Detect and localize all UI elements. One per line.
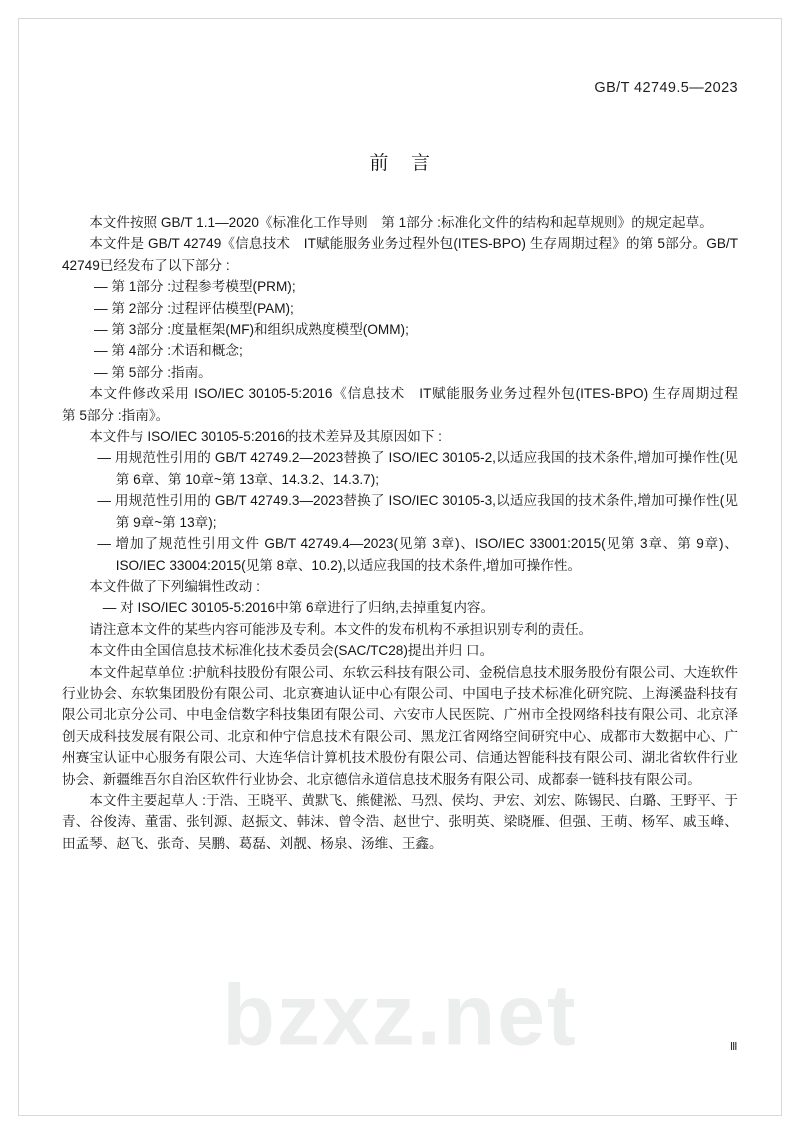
paragraph-patent-notice: 请注意本文件的某些内容可能涉及专利。本文件的发布机构不承担识别专利的责任。 bbox=[89, 621, 593, 637]
paragraph-drafting-organizations: 本文件起草单位 :护航科技股份有限公司、东软云科技有限公司、金税信息技术服务股份有限公司、大连软件行业协会、东软集团股份有限公司、北京赛迪认证中心有限公司、中国电子技术标准化研究院、上海溪盎科技有限公司北京分公司、中电金信数字科技集团有限公司、六安市人民医院、广州市全投网络科技有限公司、北京泽创天成科技发展有限公司、北京和仲宁信息技术有限公司、黑龙江省网络空间研究中心、成都市大数据中心、广州赛宝认证中心服务有限公司、大连华信计算机技术股份有限公司、信通达智能科技有限公司、湖北省软件行业协会、新疆维吾尔自治区软件行业协会、北京德信永道信息技术服务有限公司、成都泰一链科技有限公司。 bbox=[62, 664, 738, 787]
list-item-part: — 第 3部分 :度量框架(MF)和组织成熟度模型(OMM); bbox=[93, 322, 409, 338]
paragraph-principal-drafters: 本文件主要起草人 :于浩、王晓平、黄默飞、熊健淞、马烈、侯均、尹宏、刘宏、陈锡民、白璐、王野平、于青、谷俊涛、董雷、张钊源、赵振文、韩沫、曾令浩、赵世宁、张明英、梁晓雁、但强、王萌、杨军、戚玉峰、田孟琴、赵飞、张奇、吴鹏、葛磊、刘靓、杨泉、汤维、王鑫。 bbox=[62, 792, 738, 851]
list-item-part: — 第 2部分 :过程评估模型(PAM); bbox=[93, 300, 294, 316]
list-editorial-changes bbox=[103, 597, 738, 618]
page-number: Ⅲ bbox=[729, 1041, 738, 1053]
paragraph-series-introduction: 本文件是 GB/T 42749《信息技术 IT赋能服务业务过程外包(ITES-BPO) 生存周期过程》的第 5部分。GB/T 42749已经发布了以下部分 : bbox=[62, 236, 738, 273]
site-watermark: bzxz.net bbox=[222, 967, 578, 1064]
list-item-part: — 第 4部分 :术语和概念; bbox=[93, 343, 243, 359]
list-standard-parts bbox=[94, 276, 738, 383]
document-body bbox=[62, 212, 752, 854]
paragraph-technical-committee: 本文件由全国信息技术标准化技术委员会(SAC/TC28)提出并归 口。 bbox=[89, 643, 494, 659]
paragraph-iso-adoption: 本文件修改采用 ISO/IEC 30105-5:2016《信息技术 IT赋能服务业务过程外包(ITES-BPO) 生存周期过程 第 5部分 :指南》。 bbox=[62, 386, 752, 423]
page-title-char-1: 前 bbox=[369, 153, 389, 174]
list-item-technical-difference: — 用规范性引用的 GB/T 42749.2—2023替换了 ISO/IEC 30105-2,以适应我国的技术条件,增加可操作性(见第 6章、第 10章~第 13章、14.3.2、14.3.7); bbox=[97, 450, 738, 487]
list-item-part: — 第 1部分 :过程参考模型(PRM); bbox=[93, 279, 296, 295]
page-title-char-2: 言 bbox=[411, 153, 431, 174]
list-technical-differences bbox=[97, 447, 738, 575]
list-item-technical-difference: — 增加了规范性引用文件 GB/T 42749.4—2023(见第 3章)、ISO/IEC 33001:2015(见第 3章、第 9章)、ISO/IEC 33004:2015(见第 8章、10.2),以适应我国的技术条件,增加可操作性。 bbox=[97, 536, 738, 573]
list-item-technical-difference: — 用规范性引用的 GB/T 42749.3—2023替换了 ISO/IEC 30105-3,以适应我国的技术条件,增加可操作性(见第 9章~第 13章); bbox=[97, 493, 738, 530]
list-item-part: — 第 5部分 :指南。 bbox=[93, 364, 212, 380]
paragraph-technical-differences-intro: 本文件与 ISO/IEC 30105-5:2016的技术差异及其原因如下 : bbox=[89, 429, 442, 445]
page-title bbox=[0, 148, 800, 175]
running-header-standard-code: GB/T 42749.5—2023 bbox=[594, 80, 738, 96]
paragraph-editorial-changes-intro: 本文件做了下列编辑性改动 : bbox=[89, 578, 260, 594]
list-item-editorial-change: — 对 ISO/IEC 30105-5:2016中第 6章进行了归纳,去掉重复内容。 bbox=[102, 600, 495, 616]
paragraph-drafting-basis: 本文件按照 GB/T 1.1—2020《标准化工作导则 第 1部分 :标准化文件的结构和起草规则》的规定起草。 bbox=[89, 215, 713, 230]
